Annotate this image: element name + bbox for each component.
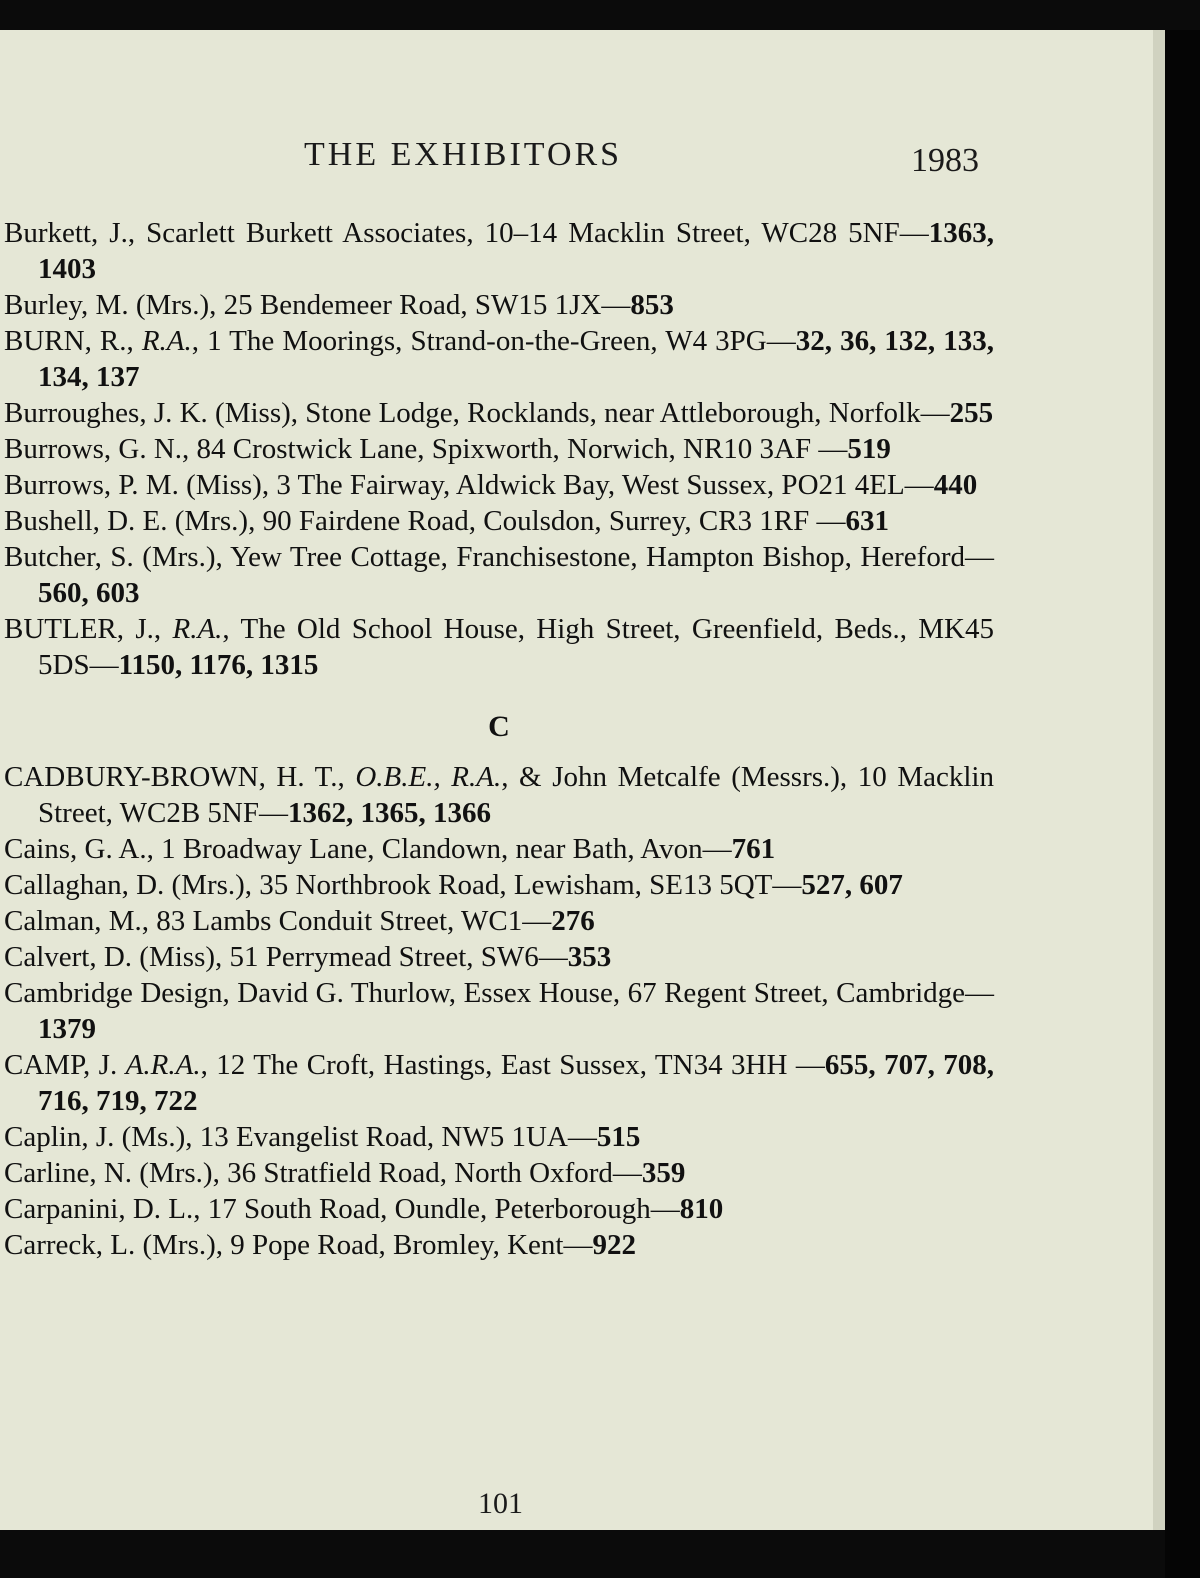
- page-number: 101: [478, 1487, 523, 1520]
- exhibit-numbers: 353: [567, 941, 612, 973]
- exhibit-numbers: 276: [551, 905, 595, 937]
- exhibitor-entry: [4, 431, 994, 467]
- entry-text: Carpanini, D. L., 17 South Road, Oundle, Peterborough—: [4, 1193, 680, 1225]
- entry-text: Burrows, G. N., 84 Crostwick Lane, Spixworth, Norwich, NR10 3AF —: [4, 433, 848, 465]
- entry-text: , The Old School House, High Street, Greenfield, Beds., MK45 5DS—: [38, 613, 995, 681]
- exhibit-numbers: 515: [596, 1121, 641, 1153]
- exhibit-numbers: 810: [679, 1193, 724, 1225]
- exhibit-numbers: 761: [731, 833, 776, 865]
- exhibit-numbers: 1362, 1365, 1366: [288, 797, 491, 829]
- entry-text: Carline, N. (Mrs.), 36 Stratfield Road, North Oxford—: [4, 1157, 642, 1189]
- exhibit-numbers: 1379: [38, 1013, 96, 1045]
- exhibitor-entry: [4, 1227, 994, 1263]
- book-spine-shadow: [1165, 30, 1200, 1578]
- entry-text: Carreck, L. (Mrs.), 9 Pope Road, Bromley, Kent—: [4, 1229, 593, 1261]
- entry-text: Burrows, P. M. (Miss), 3 The Fairway, Aldwick Bay, West Sussex, PO21 4EL—: [4, 469, 934, 501]
- entry-text: Burkett, J., Scarlett Burkett Associates, 10–14 Macklin Street, WC28 5NF—: [4, 217, 929, 249]
- exhibit-numbers: 519: [847, 433, 891, 465]
- exhibitor-list: [4, 215, 994, 1263]
- entry-text: Burroughes, J. K. (Miss), Stone Lodge, Rocklands, near Attleborough, Norfolk—: [4, 397, 950, 429]
- honours: R.A.: [141, 325, 192, 357]
- exhibit-numbers: 655, 707, 708, 716, 719, 722: [38, 1049, 995, 1117]
- exhibit-numbers: 32, 36, 132, 133, 134, 137: [38, 325, 995, 393]
- section-c-entries: [4, 759, 994, 1263]
- exhibitor-entry: [4, 611, 994, 683]
- exhibitor-entry: [4, 467, 994, 503]
- exhibit-numbers: 922: [592, 1229, 636, 1261]
- entry-text: Caplin, J. (Ms.), 13 Evangelist Road, NW5 1UA—: [4, 1121, 597, 1153]
- entry-text: BUTLER, J.,: [4, 613, 173, 645]
- exhibit-numbers: 560, 603: [38, 577, 140, 609]
- entry-text: BURN, R.,: [4, 325, 142, 357]
- entry-text: Burley, M. (Mrs.), 25 Bendemeer Road, SW15 1JX—: [4, 289, 631, 321]
- exhibitor-entry: [4, 759, 994, 831]
- exhibitor-entry: [4, 1155, 994, 1191]
- honours: R.A.: [172, 613, 223, 645]
- entry-text: CAMP, J.: [4, 1049, 126, 1081]
- exhibitor-entry: [4, 831, 994, 867]
- entry-text: Calvert, D. (Miss), 51 Perrymead Street, SW6—: [4, 941, 568, 973]
- entry-text: CADBURY-BROWN, H. T.,: [4, 761, 356, 793]
- entry-text: Cains, G. A., 1 Broadway Lane, Clandown, near Bath, Avon—: [4, 833, 732, 865]
- exhibitor-entry: [4, 323, 994, 395]
- exhibit-numbers: 527, 607: [801, 869, 903, 901]
- exhibit-numbers: 631: [845, 505, 890, 537]
- entry-text: Bushell, D. E. (Mrs.), 90 Fairdene Road, Coulsdon, Surrey, CR3 1RF —: [4, 505, 846, 537]
- exhibitor-entry: [4, 215, 994, 287]
- exhibitor-entry: [4, 939, 994, 975]
- exhibitor-entry: [4, 1047, 994, 1119]
- exhibit-numbers: 359: [641, 1157, 686, 1189]
- exhibit-numbers: 853: [630, 289, 674, 321]
- entry-text: , 1 The Moorings, Strand-on-the-Green, W4 3PG—: [191, 325, 796, 357]
- exhibit-numbers: 1363, 1403: [38, 217, 994, 285]
- section-b-entries: [4, 215, 994, 683]
- running-head: THE EXHIBITORS: [304, 136, 623, 173]
- book-page: [0, 30, 1165, 1530]
- entry-text: Butcher, S. (Mrs.), Yew Tree Cottage, Franchisestone, Hampton Bishop, Hereford—: [4, 541, 994, 573]
- honours: A.R.A.: [125, 1049, 201, 1081]
- entry-text: Cambridge Design, David G. Thurlow, Essex House, 67 Regent Street, Cambridge—: [4, 977, 994, 1009]
- exhibit-numbers: 440: [933, 469, 978, 501]
- entry-text: Calman, M., 83 Lambs Conduit Street, WC1—: [4, 905, 552, 937]
- entry-text: , 12 The Croft, Hastings, East Sussex, TN34 3HH —: [200, 1049, 825, 1081]
- honours: O.B.E., R.A.: [355, 761, 502, 793]
- exhibitor-entry: [4, 903, 994, 939]
- exhibit-numbers: 255: [949, 397, 994, 429]
- page-year: 1983: [911, 142, 979, 179]
- exhibitor-entry: [4, 975, 994, 1047]
- exhibitor-entry: [4, 287, 994, 323]
- exhibit-numbers: 1150, 1176, 1315: [118, 649, 319, 681]
- exhibitor-entry: [4, 503, 994, 539]
- entry-text: Callaghan, D. (Mrs.), 35 Northbrook Road, Lewisham, SE13 5QT—: [4, 869, 802, 901]
- entry-text: , & John Metcalfe (Messrs.), 10 Macklin Street, WC2B 5NF—: [38, 761, 994, 829]
- section-letter: C: [488, 710, 510, 743]
- exhibitor-entry: [4, 539, 994, 611]
- exhibitor-entry: [4, 867, 994, 903]
- exhibitor-entry: [4, 1119, 994, 1155]
- exhibitor-entry: [4, 395, 994, 431]
- exhibitor-entry: [4, 1191, 994, 1227]
